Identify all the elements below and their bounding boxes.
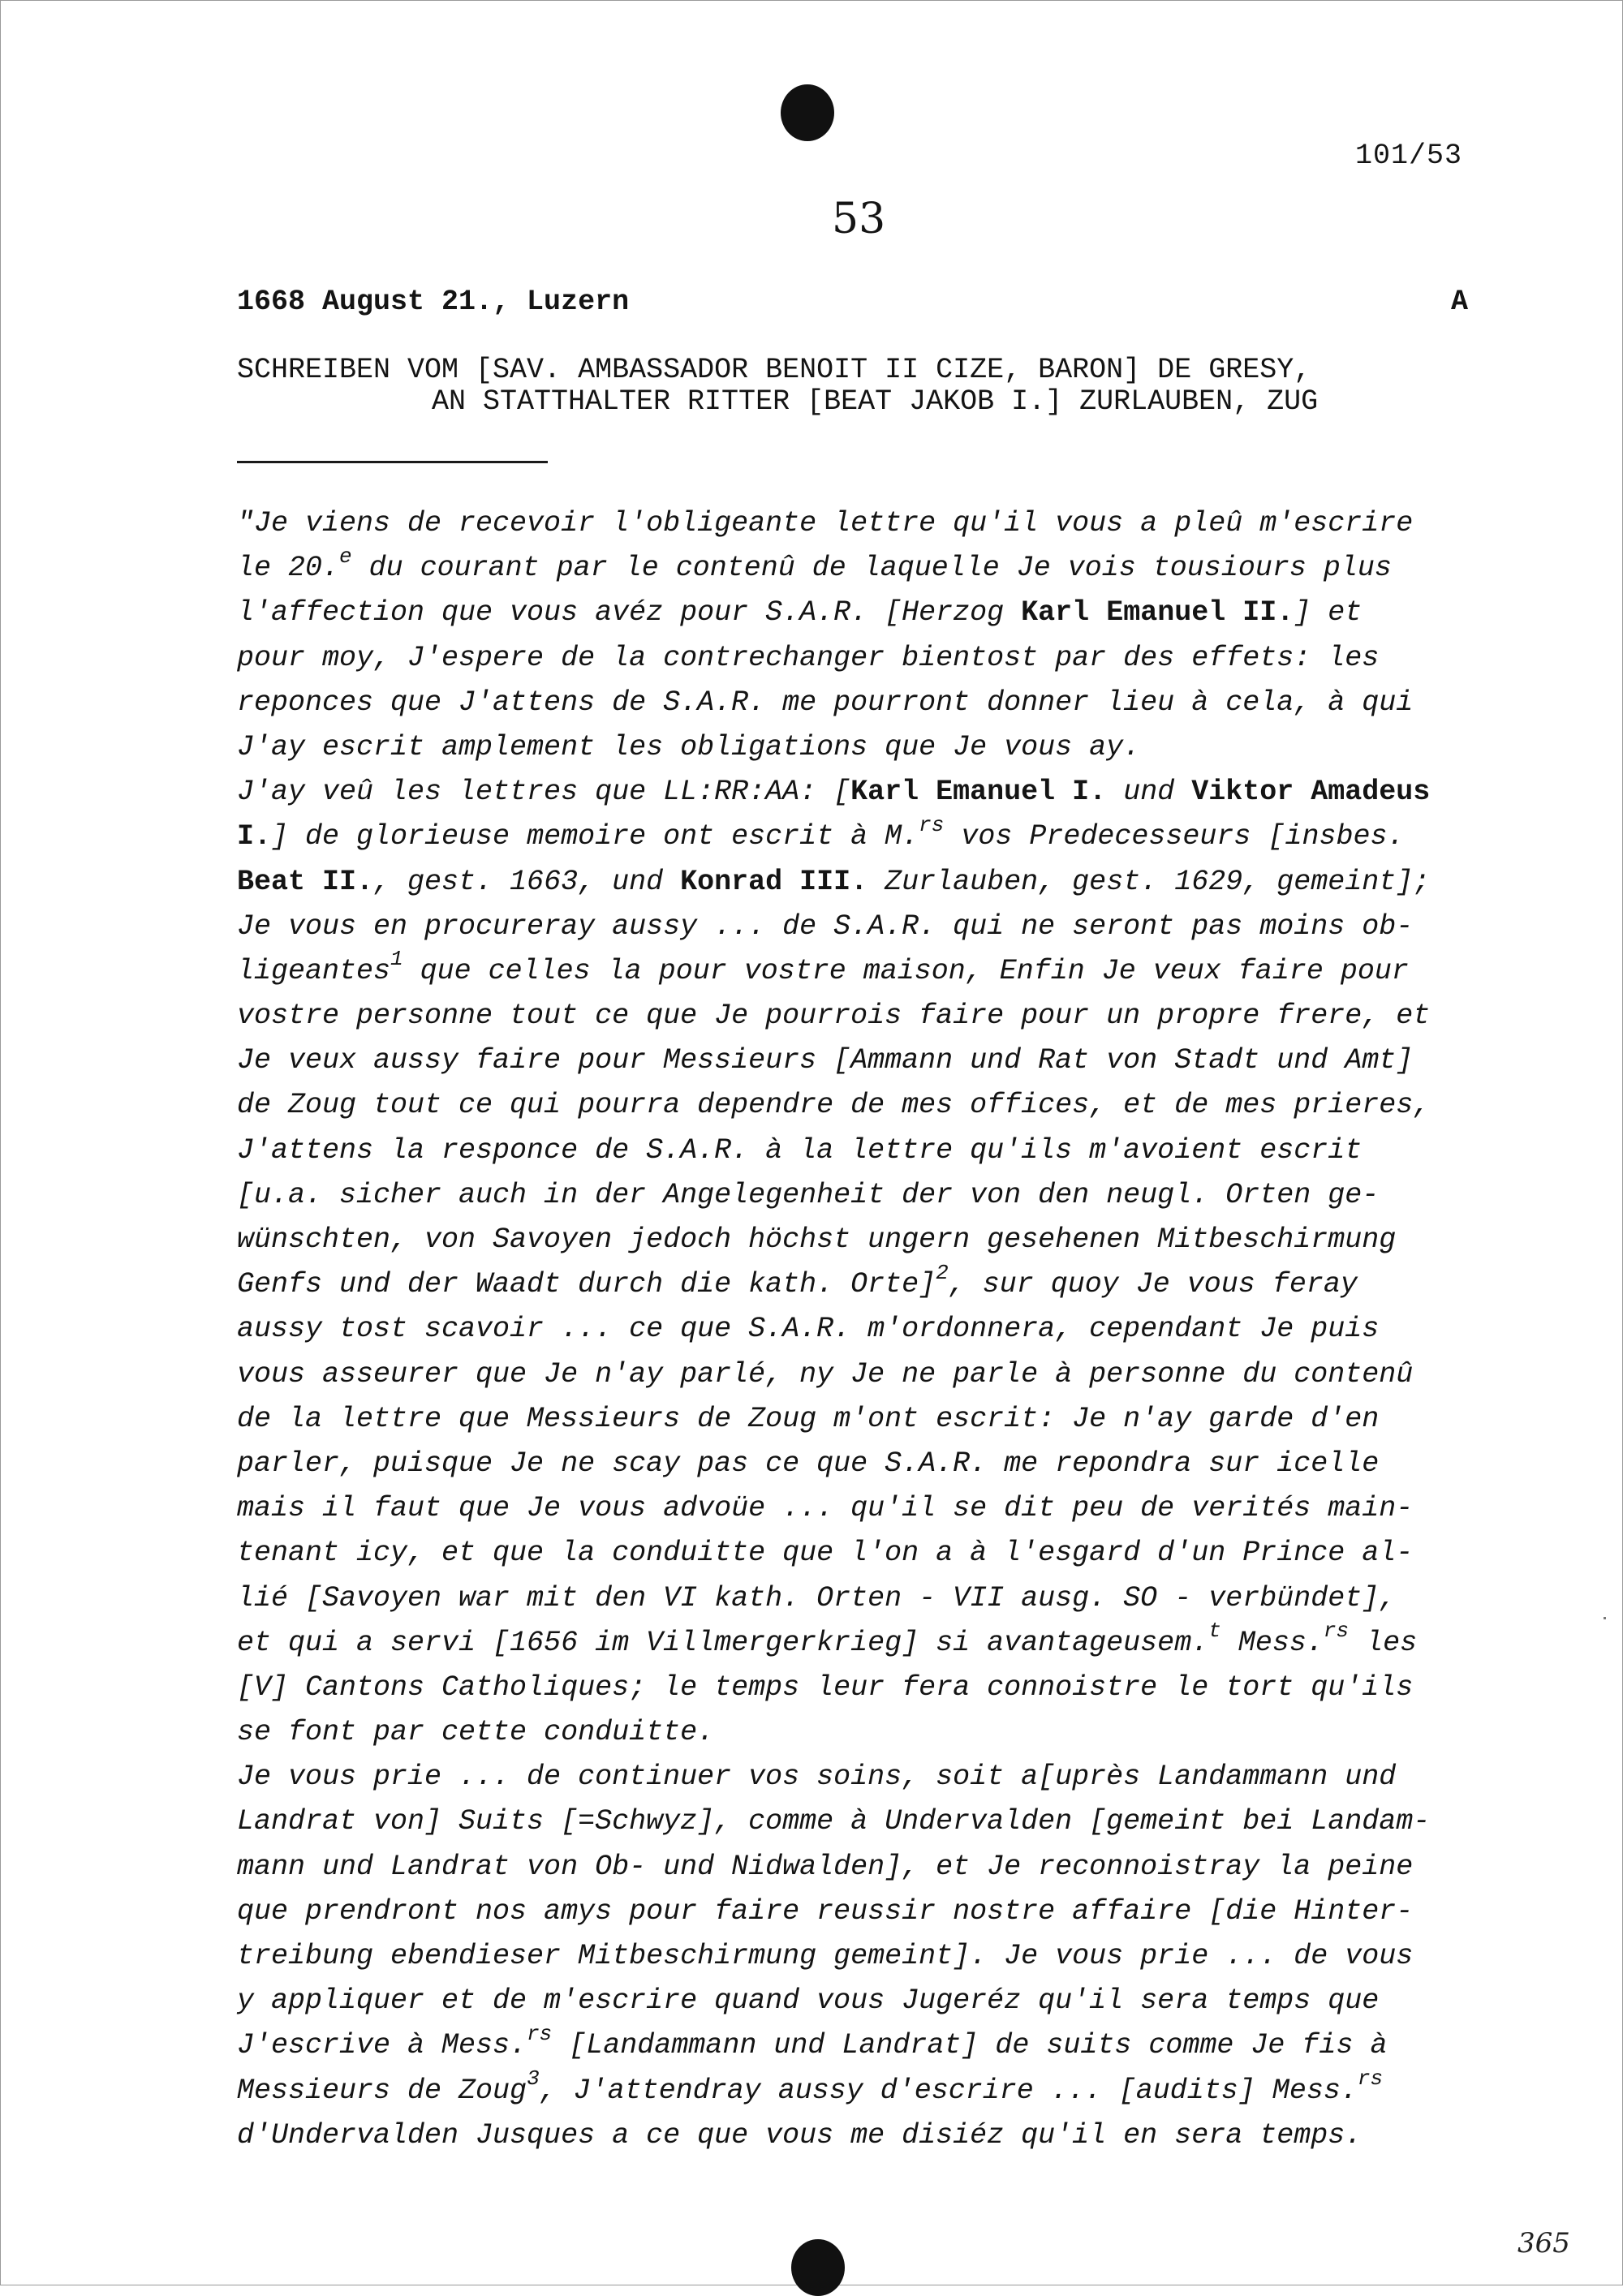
text-segment: [V] Cantons Catholiques; le temps leur fera connoistre le tort qu'ils: [237, 1670, 1414, 1704]
body-line: [237, 2023, 1479, 2068]
heading-line-1: SCHREIBEN VOM [SAV. AMBASSADOR BENOIT II CIZE, BARON] DE GRESY,: [237, 354, 1311, 386]
text-segment: mann und Landrat von Ob- und Nidwalden], et Je reconnoistray la peine: [237, 1850, 1414, 1883]
superscript: rs: [527, 2021, 553, 2046]
text-segment: J'ay escrit amplement les obligations que Je vous ay.: [237, 730, 1141, 763]
text-segment: le 20.: [237, 552, 340, 585]
superscript: rs: [1357, 2066, 1384, 2091]
person-name: Karl Emanuel I.: [850, 776, 1107, 809]
body-line: [237, 591, 1479, 635]
text-segment: vous asseurer que Je n'ay parlé, ny Je ne parle à personne du contenû: [237, 1357, 1414, 1391]
superscript: rs: [919, 812, 945, 837]
person-name: Viktor Amadeus: [1191, 776, 1431, 809]
text-segment: wünschten, von Savoyen jedoch höchst ungern gesehenen Mitbeschirmung: [237, 1223, 1397, 1256]
page-reference: 101/53: [1355, 140, 1463, 172]
text-segment: lié [Savoyen war mit den VI kath. Orten - VII ausg. SO - verbündet],: [237, 1581, 1397, 1615]
superscript: 1: [390, 947, 403, 972]
text-segment: und: [1106, 776, 1192, 809]
text-segment: de Zoug tout ce qui pourra dependre de mes offices, et de mes prieres,: [237, 1089, 1431, 1122]
text-segment: "Je viens de recevoir l'obligeante lettre qu'il vous a pleû m'escrire: [237, 507, 1414, 540]
text-segment: Genfs und der Waadt durch die kath. Orte]: [237, 1268, 936, 1301]
body-line: [237, 1173, 1479, 1218]
body-line: [237, 1038, 1479, 1083]
date-place: 1668 August 21., Luzern: [237, 286, 630, 318]
text-segment: vostre personne tout ce que Je pourrois faire pour un propre frere, et: [237, 1000, 1431, 1033]
body-line: [237, 994, 1479, 1038]
text-segment: tenant icy, et que la conduitte que l'on a à l'esgard d'un Prince al-: [237, 1537, 1414, 1570]
body-line: [237, 2113, 1479, 2158]
text-segment: Zurlauben, gest. 1629, gemeint];: [867, 865, 1431, 898]
text-segment: y appliquer et de m'escrire quand vous Jugeréz qu'il sera temps que: [237, 1984, 1380, 2018]
superscript: rs: [1323, 1619, 1350, 1644]
body-line: [237, 1352, 1479, 1397]
text-segment: Je veux aussy faire pour Messieurs [Ammann und Rat von Stadt und Amt]: [237, 1044, 1414, 1077]
superscript: e: [339, 544, 352, 569]
text-segment: du courant par le contenû de laquelle Je vois tousiours plus: [351, 552, 1392, 585]
body-line: [237, 1442, 1479, 1486]
separator-rule: [237, 461, 548, 463]
body-line: [237, 1486, 1479, 1531]
text-segment: vos Predecesseurs [insbes.: [944, 820, 1405, 853]
text-segment: ] et: [1294, 596, 1363, 630]
text-segment: Je vous prie ... de continuer vos soins, soit a[uprès Landammann und: [237, 1761, 1397, 1794]
handwritten-mark: 365: [1518, 2227, 1570, 2259]
body-line: [237, 812, 1479, 859]
person-name: Karl Emanuel II.: [1021, 596, 1294, 630]
body-line: [237, 1890, 1479, 1934]
text-segment: que prendront nos amys pour faire reussir nostre affaire [die Hinter-: [237, 1894, 1414, 1928]
body-line: [237, 681, 1479, 725]
text-segment: reponces que J'attens de S.A.R. me pourront donner lieu à cela, à qui: [237, 686, 1414, 719]
text-segment: pour moy, J'espere de la contrechanger bientost par des effets: les: [237, 641, 1380, 674]
body-line: [237, 1262, 1479, 1307]
body-line: [237, 1621, 1479, 1666]
text-segment: ligeantes: [237, 954, 391, 987]
body-line: [237, 1576, 1479, 1621]
text-segment: Mess.: [1220, 1626, 1324, 1659]
text-segment: treibung ebendieser Mitbeschirmung gemeint]. Je vous prie ... de vous: [237, 1940, 1414, 1972]
body-line: [237, 1129, 1479, 1173]
body-line: [237, 1531, 1479, 1576]
text-segment: [u.a. sicher auch in der Angelegenheit der von den neugl. Orten ge-: [237, 1178, 1380, 1211]
body-line: [237, 1083, 1479, 1128]
text-segment: Landrat von] Suits [=Schwyz], comme à Undervalden [gemeint bei Landam-: [237, 1805, 1431, 1838]
text-segment: J'attens la responce de S.A.R. à la lettre qu'ils m'avoient escrit: [237, 1133, 1363, 1167]
superscript: t: [1208, 1619, 1221, 1644]
body-line: [237, 725, 1479, 770]
body-line: [237, 636, 1479, 681]
body-line: [237, 501, 1479, 546]
text-segment: [Landammann und Landrat] de suits comme Je fis à: [552, 2029, 1388, 2062]
margin-speck: [1604, 1617, 1606, 1619]
text-segment: de la lettre que Messieurs de Zoug m'ont escrit: Je n'ay garde d'en: [237, 1402, 1380, 1435]
punch-hole-bottom: [791, 2239, 845, 2296]
punch-hole-top: [781, 84, 834, 141]
text-segment: mais il faut que Je vous advoüe ... qu'il se dit peu de verités main-: [237, 1492, 1414, 1525]
text-segment: les: [1349, 1626, 1418, 1659]
body-line: [237, 546, 1479, 591]
text-segment: d'Undervalden Jusques a ce que vous me disiéz qu'il en sera temps.: [237, 2118, 1363, 2152]
body-line: [237, 1397, 1479, 1442]
body-line: [237, 860, 1479, 905]
text-segment: , J'attendray aussy d'escrire ... [audits] Mess.: [539, 2074, 1358, 2107]
superscript: 2: [936, 1260, 949, 1285]
text-segment: J'escrive à Mess.: [237, 2029, 527, 2062]
text-segment: que celles la pour vostre maison, Enfin Je veux faire pour: [403, 954, 1409, 987]
text-segment: se font par cette conduitte.: [237, 1716, 715, 1749]
body-line: [237, 905, 1479, 949]
page-number: 53: [832, 195, 886, 243]
body-line: [237, 1934, 1479, 1979]
text-segment: J'ay veû les lettres que LL:RR:AA: [: [237, 776, 851, 809]
heading-line-2: AN STATTHALTER RITTER [BEAT JAKOB I.] ZURLAUBEN, ZUG: [432, 385, 1319, 418]
text-segment: aussy tost scavoir ... ce que S.A.R. m'ordonnera, cependant Je puis: [237, 1313, 1380, 1346]
body-line: [237, 1845, 1479, 1890]
body-line: [237, 2066, 1479, 2113]
body-line: [237, 770, 1479, 815]
text-segment: et qui a servi [1656 im Villmergerkrieg] si avantageusem.: [237, 1626, 1209, 1659]
letter-body: [237, 501, 1479, 2158]
body-line: [237, 949, 1479, 994]
superscript: 3: [527, 2066, 540, 2091]
body-line: [237, 1799, 1479, 1844]
body-line: [237, 1755, 1479, 1799]
body-line: [237, 1979, 1479, 2023]
person-name: Konrad III.: [680, 865, 868, 898]
person-name: Beat II.: [237, 865, 374, 898]
body-line: [237, 1666, 1479, 1710]
body-line: [237, 1307, 1479, 1352]
text-segment: Messieurs de Zoug: [237, 2074, 527, 2107]
person-name: I.: [237, 820, 272, 853]
body-line: [237, 1218, 1479, 1262]
text-segment: l'affection que vous avéz pour S.A.R. [Herzog: [237, 596, 1022, 630]
text-segment: , sur quoy Je vous feray: [948, 1268, 1358, 1301]
text-segment: parler, puisque Je ne scay pas ce que S.A.R. me repondra sur icelle: [237, 1447, 1380, 1480]
text-segment: , gest. 1663, und: [373, 865, 681, 898]
body-line: [237, 1710, 1479, 1755]
version-letter: A: [1451, 286, 1469, 318]
text-segment: Je vous en procureray aussy ... de S.A.R. qui ne seront pas moins ob-: [237, 909, 1414, 943]
text-segment: ] de glorieuse memoire ont escrit à M.: [271, 820, 919, 853]
